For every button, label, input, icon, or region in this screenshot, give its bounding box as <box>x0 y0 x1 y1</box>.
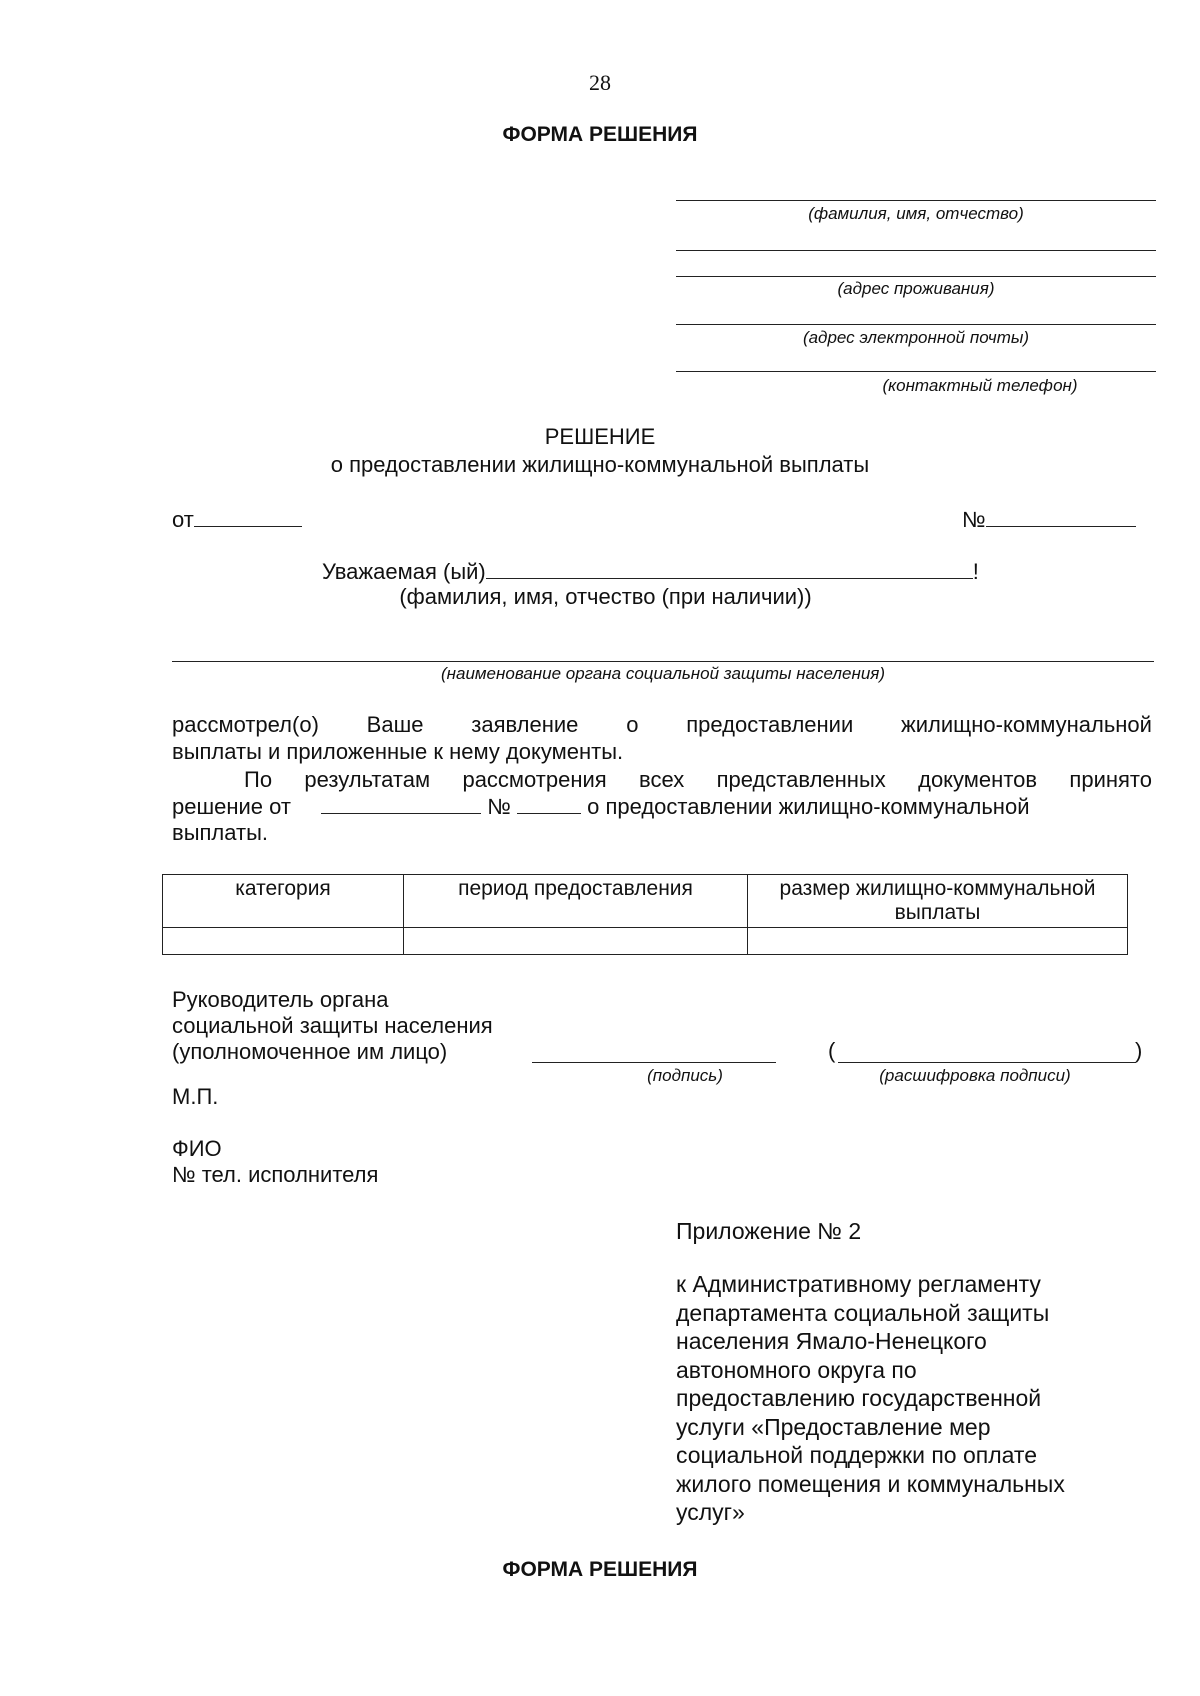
greeting-blank <box>486 558 973 579</box>
table-header-row <box>163 875 1128 928</box>
appendix-line: населения Ямало-Ненецкого <box>676 1328 987 1354</box>
payment-table <box>162 874 1128 955</box>
recipient-email-line <box>676 324 1156 325</box>
word: рассмотрения <box>462 767 607 792</box>
cell-period <box>404 928 748 955</box>
word: всех <box>639 767 685 792</box>
cell-category <box>163 928 404 955</box>
appendix-line: услуг» <box>676 1499 745 1525</box>
appendix-line: предоставлению государственной <box>676 1385 1042 1411</box>
date-label: от <box>172 507 194 532</box>
decision-from-label: решение от <box>172 794 291 819</box>
greeting-end: ! <box>972 559 979 584</box>
signatory-line-1: Руководитель органа <box>172 987 389 1012</box>
recipient-email-caption: (адрес электронной почты) <box>802 328 1030 347</box>
decision-number-label: № <box>487 794 511 819</box>
word: принято <box>1069 767 1152 792</box>
signatory-line-3: (уполномоченное им лицо) <box>172 1039 448 1064</box>
body-paragraph-1-line-2: выплаты и приложенные к нему документы. <box>172 739 624 764</box>
appendix-line: к Административному регламенту <box>676 1271 1041 1297</box>
word: Ваше <box>366 712 424 737</box>
decision-title: РЕШЕНИЕ <box>544 424 656 449</box>
body-paragraph-2-line-3: выплаты. <box>172 820 269 845</box>
appendix-line: услуги «Предоставление мер <box>676 1413 991 1440</box>
signature-line <box>532 1062 776 1063</box>
header-category: категория <box>163 875 404 928</box>
decision-subject: о предоставлении жилищно-коммунальной <box>587 794 1030 819</box>
signatory-line-2: социальной защиты населения <box>172 1013 493 1038</box>
appendix-text <box>676 1270 1065 1527</box>
decision-date <box>172 506 302 533</box>
decision-subtitle: о предоставлении жилищно-коммунальной выплаты <box>330 452 870 477</box>
recipient-address-line-1 <box>676 250 1156 251</box>
word: жилищно-коммунальной <box>901 712 1152 737</box>
word: документов <box>918 767 1038 792</box>
authority-caption: (наименование органа социальной защиты населения) <box>440 664 886 683</box>
number-blank <box>986 506 1136 527</box>
decode-caption: (расшифровка подписи) <box>879 1066 1071 1085</box>
decision-number-blank <box>517 793 581 814</box>
appendix-line: жилого помещения и коммунальных <box>676 1470 1065 1497</box>
date-blank <box>194 506 302 527</box>
decode-line <box>838 1062 1136 1063</box>
word: заявление <box>471 712 579 737</box>
greeting <box>322 558 979 585</box>
body-paragraph-2-line-2 <box>172 793 1029 820</box>
decode-open-paren: ( <box>828 1038 836 1063</box>
word: рассмотрел(о) <box>172 712 319 737</box>
word: о <box>626 712 639 737</box>
word: предоставлении <box>686 712 854 737</box>
recipient-address-caption: (адрес проживания) <box>837 279 995 298</box>
greeting-caption: (фамилия, имя, отчество (при наличии)) <box>399 584 812 609</box>
table-row <box>163 928 1128 955</box>
authority-line <box>172 661 1154 662</box>
stamp-label: М.П. <box>172 1084 219 1109</box>
executor-fio: ФИО <box>172 1136 222 1161</box>
signature-caption: (подпись) <box>647 1066 723 1085</box>
body-paragraph-2-line-1 <box>244 767 1152 793</box>
header-period: период предоставления <box>404 875 748 928</box>
word: представленных <box>716 767 886 792</box>
word: По <box>244 767 273 792</box>
word: результатам <box>304 767 431 792</box>
appendix-line: социальной поддержки по оплате <box>676 1442 1038 1468</box>
appendix-line: департамента социальной защиты <box>676 1299 1050 1326</box>
body-paragraph-1-line-1 <box>172 712 1152 738</box>
greeting-text: Уважаемая (ый) <box>322 559 486 584</box>
decision-number <box>962 506 1136 533</box>
appendix-line: автономного округа по <box>676 1356 917 1383</box>
form-title: ФОРМА РЕШЕНИЯ <box>502 123 698 146</box>
form-title-bottom: ФОРМА РЕШЕНИЯ <box>502 1558 698 1581</box>
recipient-address-line-2 <box>676 276 1156 277</box>
decision-date-blank <box>321 793 481 814</box>
recipient-fio-line <box>676 200 1156 201</box>
executor-phone: № тел. исполнителя <box>172 1162 379 1187</box>
number-label: № <box>962 507 986 532</box>
recipient-phone-caption: (контактный телефон) <box>882 376 1078 395</box>
recipient-fio-caption: (фамилия, имя, отчество) <box>808 204 1024 223</box>
cell-amount <box>748 928 1128 955</box>
header-amount: размер жилищно-коммунальной выплаты <box>748 875 1128 928</box>
decode-close-paren: ) <box>1135 1038 1143 1063</box>
recipient-phone-line <box>676 371 1156 372</box>
appendix-title: Приложение № 2 <box>676 1218 862 1244</box>
page-number: 28 <box>589 70 611 95</box>
